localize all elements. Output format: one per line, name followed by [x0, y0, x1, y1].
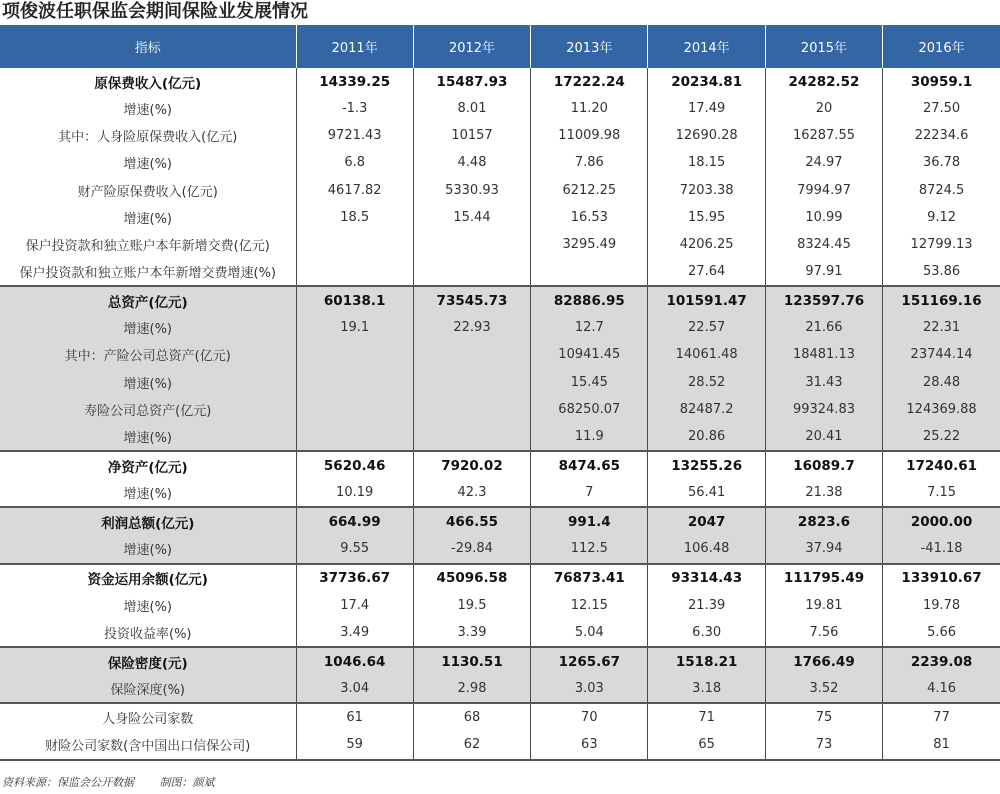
cell-value: 466.55	[413, 507, 530, 535]
table-row	[0, 564, 1000, 592]
table-row	[0, 369, 1000, 396]
row-label: 增速(%)	[0, 204, 296, 231]
cell-value: 68	[413, 703, 530, 731]
cell-value	[413, 258, 530, 286]
cell-value: 2239.08	[883, 647, 1000, 675]
cell-value: 3.04	[296, 675, 413, 703]
cell-value: 27.64	[648, 258, 765, 286]
cell-value: 3295.49	[531, 231, 648, 258]
cell-value: 21.38	[765, 479, 882, 507]
table-row	[0, 122, 1000, 149]
cell-value: 68250.07	[531, 396, 648, 423]
row-label: 增速(%)	[0, 423, 296, 451]
cell-value: 23744.14	[883, 341, 1000, 368]
cell-value: 93314.43	[648, 564, 765, 592]
cell-value: 4.16	[883, 675, 1000, 703]
cell-value: 22234.6	[914, 128, 969, 144]
cell-value: 17.4	[296, 592, 413, 619]
cell-value: 6.8	[296, 149, 413, 176]
cell-value: 82487.2	[648, 396, 765, 423]
cell-value: 18481.13	[765, 341, 882, 368]
cell-value: 21.66	[765, 314, 882, 341]
cell-value: 7.56	[765, 619, 882, 647]
row-label: 增速(%)	[0, 479, 296, 507]
cell-value: 21.39	[648, 592, 765, 619]
cell-value: 7994.97	[765, 177, 882, 204]
row-label: 原保费收入(亿元)	[0, 68, 296, 95]
cell-value: 20.86	[648, 423, 765, 451]
table-row	[0, 177, 1000, 204]
cell-value	[296, 231, 413, 258]
cell-value: 15487.93	[413, 68, 530, 95]
cell-value: 28.52	[648, 369, 765, 396]
cell-value: 1265.67	[531, 647, 648, 675]
cell-value: 6.30	[648, 619, 765, 647]
table-header-row	[0, 25, 1000, 68]
cell-value: 5.66	[927, 624, 957, 640]
cell-value: 9.12	[927, 209, 957, 225]
header-year: 2013年	[531, 25, 648, 68]
cell-value: 8474.65	[531, 451, 648, 479]
cell-value: 1130.51	[413, 647, 530, 675]
cell-value: 112.5	[531, 535, 648, 563]
cell-value: 25.22	[883, 423, 1000, 451]
cell-value: 22.93	[413, 314, 530, 341]
cell-value	[413, 369, 530, 396]
row-label: 财险公司家数(含中国出口信保公司)	[0, 731, 296, 759]
cell-value: 2.98	[413, 675, 530, 703]
cell-value: 3.18	[648, 675, 765, 703]
cell-value: 7.86	[531, 149, 648, 176]
cell-value	[296, 341, 413, 368]
table-row	[0, 479, 1000, 507]
table-row	[0, 507, 1000, 535]
cell-value: 65	[648, 731, 765, 759]
row-label: 增速(%)	[0, 369, 296, 396]
cell-value: 19.1	[296, 314, 413, 341]
cell-value: 77	[883, 703, 1000, 731]
source-note: 资料来源：保监会公开数据	[2, 776, 134, 789]
row-label: 保险深度(%)	[0, 675, 296, 703]
table-row	[0, 619, 1000, 647]
cell-value: 14339.25	[296, 68, 413, 95]
cell-value: 62	[413, 731, 530, 759]
table-row	[0, 396, 1000, 423]
cell-value	[413, 231, 530, 258]
cell-value: 22.31	[883, 314, 1000, 341]
cell-value	[296, 396, 413, 423]
cell-value: 37736.67	[296, 564, 413, 592]
table-row	[0, 451, 1000, 479]
cell-value: 123597.76	[765, 286, 882, 314]
cell-value: 82886.95	[531, 286, 648, 314]
cell-value: -41.18	[883, 535, 1000, 563]
table-row	[0, 204, 1000, 231]
table-body	[0, 68, 1000, 760]
cell-value: 17222.24	[531, 68, 648, 95]
row-label: 增速(%)	[0, 314, 296, 341]
table-row	[0, 95, 1000, 122]
header-year: 2012年	[413, 25, 530, 68]
cell-value: 60138.1	[296, 286, 413, 314]
cell-value: 76873.41	[531, 564, 648, 592]
cell-value: 56.41	[648, 479, 765, 507]
cell-value: 28.48	[883, 369, 1000, 396]
cell-value: 24.97	[765, 149, 882, 176]
cell-value: 14061.48	[648, 341, 765, 368]
row-label: 保户投资款和独立账户本年新增交费(亿元)	[0, 231, 296, 258]
cell-value: 16.53	[531, 204, 648, 231]
cell-value: 13255.26	[648, 451, 765, 479]
cell-value	[413, 341, 530, 368]
cell-value: 101591.47	[648, 286, 765, 314]
cell-value: 20234.81	[648, 68, 765, 95]
cell-value: 18.15	[648, 149, 765, 176]
header-year: 2015年	[765, 25, 882, 68]
table-row	[0, 231, 1000, 258]
table-row	[0, 314, 1000, 341]
cell-value: 106.48	[648, 535, 765, 563]
cell-value: 19.78	[922, 597, 961, 613]
cell-value: 15.45	[531, 369, 648, 396]
cell-value: 2823.6	[765, 507, 882, 535]
cell-value: 17.49	[648, 95, 765, 122]
cell-value: 3.03	[531, 675, 648, 703]
row-label: 利润总额(亿元)	[0, 507, 296, 535]
cell-value: 4.48	[413, 149, 530, 176]
credit-note: 制图：颜斌	[159, 776, 215, 789]
row-label: 资金运用余额(亿元)	[0, 564, 296, 592]
cell-value: 27.50	[922, 101, 961, 117]
table-row	[0, 647, 1000, 675]
cell-value: -29.84	[413, 535, 530, 563]
cell-value: 3.49	[296, 619, 413, 647]
cell-value: 3.39	[413, 619, 530, 647]
row-label: 其中：产险公司总资产(亿元)	[0, 341, 296, 368]
cell-value: 7.15	[927, 485, 957, 501]
row-label: 净资产(亿元)	[0, 451, 296, 479]
footer	[2, 774, 237, 792]
cell-value: 7920.02	[413, 451, 530, 479]
cell-value: 133910.67	[883, 564, 1000, 592]
cell-value: 19.81	[765, 592, 882, 619]
header-indicator: 指标	[0, 25, 296, 68]
cell-value: 36.78	[922, 155, 961, 171]
cell-value: 12690.28	[648, 122, 765, 149]
cell-value: 16089.7	[765, 451, 882, 479]
cell-value: 9.55	[296, 535, 413, 563]
cell-value: 124369.88	[883, 396, 1000, 423]
header-year: 2016年	[883, 25, 1000, 68]
cell-value: 2000.00	[883, 507, 1000, 535]
table-row	[0, 592, 1000, 619]
row-label: 保户投资款和独立账户本年新增交费增速(%)	[0, 258, 296, 286]
cell-value: 12.7	[531, 314, 648, 341]
cell-value: 73545.73	[413, 286, 530, 314]
cell-value: 2047	[648, 507, 765, 535]
cell-value: 1046.64	[296, 647, 413, 675]
cell-value: 5620.46	[296, 451, 413, 479]
table-row	[0, 149, 1000, 176]
cell-value: 59	[296, 731, 413, 759]
cell-value: 15.95	[648, 204, 765, 231]
cell-value: 18.5	[296, 204, 413, 231]
cell-value: 81	[883, 731, 1000, 759]
cell-value: 9721.43	[296, 122, 413, 149]
table-row	[0, 341, 1000, 368]
cell-value: 12799.13	[910, 236, 973, 252]
cell-value: 16287.55	[765, 122, 882, 149]
cell-value: 7	[531, 479, 648, 507]
table-row	[0, 535, 1000, 563]
cell-value: 45096.58	[413, 564, 530, 592]
cell-value: 1518.21	[648, 647, 765, 675]
cell-value: 1766.49	[765, 647, 882, 675]
cell-value: 10.19	[296, 479, 413, 507]
cell-value: 991.4	[531, 507, 648, 535]
cell-value: 11.20	[531, 95, 648, 122]
cell-value: 111795.49	[765, 564, 882, 592]
cell-value	[413, 423, 530, 451]
table-row	[0, 423, 1000, 451]
cell-value: 42.3	[413, 479, 530, 507]
cell-value: 73	[765, 731, 882, 759]
cell-value: 11.9	[531, 423, 648, 451]
table-row	[0, 675, 1000, 703]
cell-value: -1.3	[296, 95, 413, 122]
row-label: 总资产(亿元)	[0, 286, 296, 314]
row-label: 投资收益率(%)	[0, 619, 296, 647]
cell-value: 22.57	[648, 314, 765, 341]
cell-value: 30959.1	[910, 73, 973, 90]
cell-value: 10.99	[765, 204, 882, 231]
cell-value: 11009.98	[531, 122, 648, 149]
cell-value: 3.52	[765, 675, 882, 703]
cell-value: 31.43	[765, 369, 882, 396]
table-row	[0, 258, 1000, 286]
cell-value: 20	[765, 95, 882, 122]
row-label: 财产险原保费收入(亿元)	[0, 177, 296, 204]
row-label: 保险密度(元)	[0, 647, 296, 675]
header-year: 2011年	[296, 25, 413, 68]
cell-value: 151169.16	[883, 286, 1000, 314]
cell-value: 6212.25	[531, 177, 648, 204]
table-row	[0, 703, 1000, 731]
insurance-stats-table	[0, 25, 1000, 761]
cell-value: 97.91	[765, 258, 882, 286]
cell-value: 7203.38	[648, 177, 765, 204]
cell-value: 10941.45	[531, 341, 648, 368]
cell-value: 61	[296, 703, 413, 731]
row-label: 增速(%)	[0, 535, 296, 563]
cell-value: 24282.52	[765, 68, 882, 95]
cell-value: 8.01	[413, 95, 530, 122]
table-row	[0, 731, 1000, 759]
row-label: 增速(%)	[0, 592, 296, 619]
cell-value: 4617.82	[296, 177, 413, 204]
cell-value: 12.15	[531, 592, 648, 619]
cell-value: 63	[531, 731, 648, 759]
page-title: 项俊波任职保监会期间保险业发展情况	[2, 1, 308, 22]
cell-value: 17240.61	[883, 451, 1000, 479]
cell-value: 19.5	[413, 592, 530, 619]
cell-value: 5330.93	[413, 177, 530, 204]
cell-value: 99324.83	[765, 396, 882, 423]
header-year: 2014年	[648, 25, 765, 68]
cell-value: 4206.25	[648, 231, 765, 258]
cell-value: 664.99	[296, 507, 413, 535]
cell-value: 71	[648, 703, 765, 731]
cell-value: 53.86	[922, 264, 961, 280]
cell-value: 15.44	[413, 204, 530, 231]
cell-value: 8324.45	[765, 231, 882, 258]
row-label: 增速(%)	[0, 95, 296, 122]
cell-value	[296, 423, 413, 451]
cell-value: 8724.5	[918, 182, 965, 198]
cell-value	[296, 258, 413, 286]
cell-value: 20.41	[765, 423, 882, 451]
cell-value: 70	[531, 703, 648, 731]
table-row	[0, 286, 1000, 314]
row-label: 其中：人身险原保费收入(亿元)	[0, 122, 296, 149]
cell-value: 5.04	[531, 619, 648, 647]
row-label: 寿险公司总资产(亿元)	[0, 396, 296, 423]
cell-value: 37.94	[765, 535, 882, 563]
cell-value: 10157	[413, 122, 530, 149]
row-label: 人身险公司家数	[0, 703, 296, 731]
cell-value	[531, 258, 648, 286]
row-label: 增速(%)	[0, 149, 296, 176]
cell-value: 75	[765, 703, 882, 731]
cell-value	[296, 369, 413, 396]
table-row	[0, 68, 1000, 95]
cell-value	[413, 396, 530, 423]
